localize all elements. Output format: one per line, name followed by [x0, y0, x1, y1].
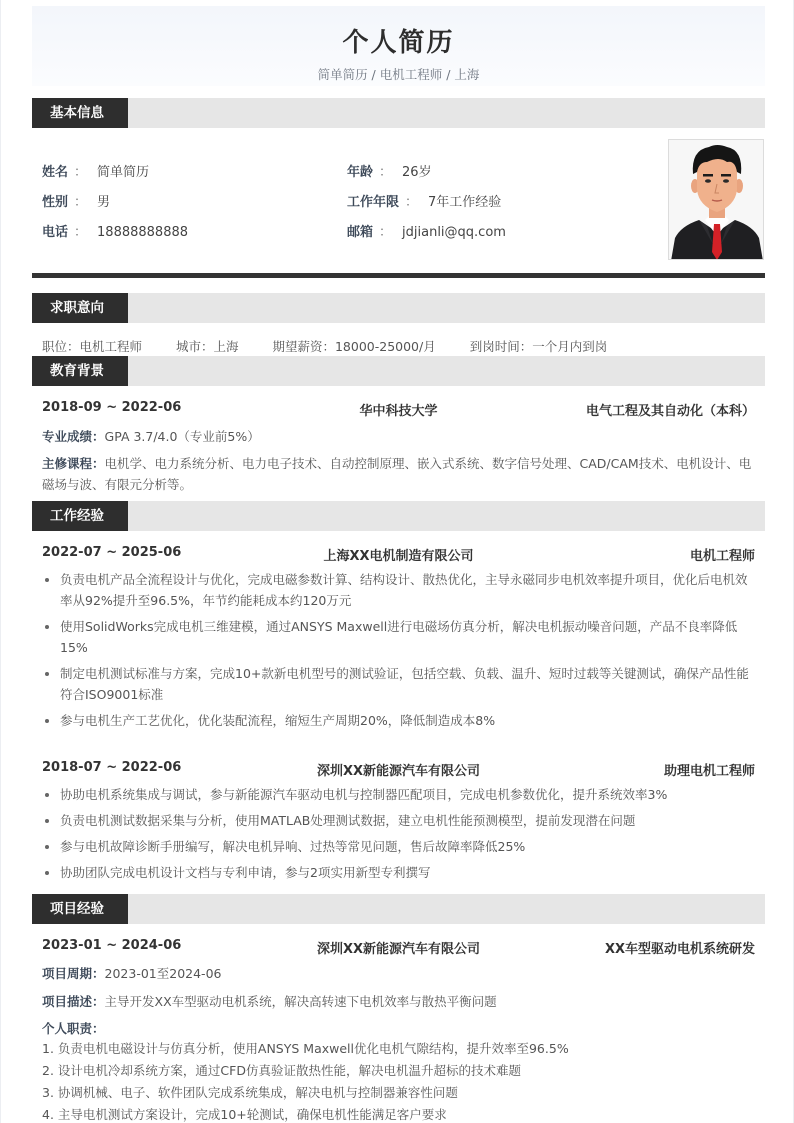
list-item: 2. 设计电机冷却系统方案，通过CFD仿真验证散热性能，解决电机温升超标的技术难题 — [42, 1063, 521, 1078]
colon: ： — [74, 225, 88, 240]
project-company: 深圳XX新能源汽车有限公司 — [316, 942, 481, 957]
info-gender — [42, 191, 110, 210]
education-period: 2018-09 ~ 2022-06 — [42, 400, 182, 415]
age-value: 26岁 — [402, 165, 432, 180]
list-item: 负责电机产品全流程设计与优化，完成电磁参数计算、结构设计、散热优化，主导永磁同步电机效率提升项目，优化后电机效率从92%提升至96.5%，年节约能耗成本约120万元 — [42, 569, 755, 611]
section-title-basic: 基本信息 — [32, 98, 128, 128]
phone-label: 电话 — [42, 225, 69, 240]
list-item: 制定电机测试标准与方案，完成10+款新电机型号的测试验证，包括空载、负载、温升、短时过载等关键测试，确保产品性能符合ISO9001标准 — [42, 663, 755, 705]
list-item: 1. 负责电机电磁设计与仿真分析，使用ANSYS Maxwell优化电机气隙结构，提升效率至96.5% — [42, 1041, 569, 1056]
section-divider — [32, 273, 765, 278]
project-period: 2023-01 ~ 2024-06 — [42, 938, 182, 953]
work-period: 2022-07 ~ 2025-06 — [42, 545, 182, 560]
courses-label: 主修课程： — [42, 456, 105, 471]
list-item: 使用SolidWorks完成电机三维建模，通过ANSYS Maxwell进行电磁场仿真分析，解决电机振动噪音问题，产品不良率降低15% — [42, 616, 755, 658]
section-header-intent — [32, 293, 765, 323]
desc-value: 主导开发XX车型驱动电机系统，解决高转速下电机效率与散热平衡问题 — [104, 994, 497, 1009]
avatar-portrait-icon — [669, 140, 764, 260]
work-entry-header — [42, 545, 755, 563]
project-duties-list — [42, 1038, 755, 1123]
name-label: 姓名 — [42, 165, 69, 180]
work-title: 电机工程师 — [689, 549, 755, 564]
email-label: 邮箱 — [347, 225, 374, 240]
colon: ： — [379, 225, 393, 240]
name-value: 简单简历 — [97, 165, 150, 180]
email-value: jdjianli@qq.com — [402, 225, 506, 240]
resume-header — [32, 6, 765, 86]
duties-label: 个人职责： — [42, 1021, 105, 1036]
section-header-education — [32, 356, 765, 386]
list-item: 参与电机生产工艺优化，优化装配流程，缩短生产周期20%，降低制造成本8% — [42, 710, 755, 731]
intent-availability: 到岗时间：一个月内到岗 — [469, 339, 608, 354]
intent-position: 职位：电机工程师 — [42, 339, 143, 354]
education-school: 华中科技大学 — [359, 404, 438, 419]
page-subtitle: 简单简历 / 电机工程师 / 上海 — [317, 67, 480, 82]
education-gpa — [42, 427, 260, 445]
years-label: 工作年限 — [347, 195, 400, 210]
info-name — [42, 161, 149, 180]
work-period: 2018-07 ~ 2022-06 — [42, 760, 182, 775]
info-years — [347, 191, 501, 210]
colon: ： — [379, 165, 393, 180]
project-entry-header — [42, 938, 755, 956]
section-header-work — [32, 501, 765, 531]
gender-label: 性别 — [42, 195, 69, 210]
list-item: 参与电机故障诊断手册编写，解决电机异响、过热等常见问题，售后故障率降低25% — [42, 836, 755, 857]
info-phone — [42, 221, 188, 240]
section-title-project: 项目经验 — [32, 894, 128, 924]
list-item: 4. 主导电机测试方案设计，完成10+轮测试，确保电机性能满足客户要求 — [42, 1107, 447, 1122]
colon: ： — [74, 165, 88, 180]
education-entry-header — [42, 400, 755, 418]
courses-value: 电机学、电力系统分析、电力电子技术、自动控制原理、嵌入式系统、数字信号处理、CAD/CAM技术、电机设计、电磁场与波、有限元分析等。 — [42, 456, 752, 492]
work-entry-header — [42, 760, 755, 778]
education-courses — [42, 453, 755, 495]
section-title-intent: 求职意向 — [32, 293, 128, 323]
colon: ： — [74, 195, 88, 210]
age-label: 年龄 — [347, 165, 374, 180]
work-company: 上海XX电机制造有限公司 — [323, 549, 474, 564]
info-age — [347, 161, 432, 180]
gpa-value: GPA 3.7/4.0（专业前5%） — [104, 429, 260, 444]
section-header-project — [32, 894, 765, 924]
intent-city: 城市：上海 — [175, 339, 239, 354]
project-duties-label — [42, 1019, 105, 1037]
section-header-basic — [32, 98, 765, 128]
section-title-education: 教育背景 — [32, 356, 128, 386]
work-title: 助理电机工程师 — [663, 764, 755, 779]
work-company: 深圳XX新能源汽车有限公司 — [316, 764, 481, 779]
gpa-label: 专业成绩： — [42, 429, 105, 444]
years-value: 7年工作经验 — [428, 195, 502, 210]
cycle-label: 项目周期： — [42, 966, 105, 981]
education-major: 电气工程及其自动化（本科） — [585, 404, 755, 419]
list-item: 协助团队完成电机设计文档与专利申请，参与2项实用新型专利撰写 — [42, 862, 755, 883]
job-intent-row — [42, 337, 607, 355]
list-item: 协助电机系统集成与调试，参与新能源汽车驱动电机与控制器匹配项目，完成电机参数优化，提升系统效率3% — [42, 784, 755, 805]
intent-salary: 期望薪资：18000-25000/月 — [272, 339, 436, 354]
colon: ： — [405, 195, 419, 210]
desc-label: 项目描述： — [42, 994, 105, 1009]
avatar — [668, 139, 764, 260]
project-name: XX车型驱动电机系统研发 — [604, 942, 755, 957]
cycle-value: 2023-01至2024-06 — [104, 966, 222, 981]
work-bullet-list — [42, 784, 755, 888]
list-item: 3. 协调机械、电子、软件团队完成系统集成，解决电机与控制器兼容性问题 — [42, 1085, 458, 1100]
project-description — [42, 992, 497, 1010]
phone-value: 18888888888 — [97, 225, 189, 240]
list-item: 负责电机测试数据采集与分析，使用MATLAB处理测试数据，建立电机性能预测模型，提前发现潜在问题 — [42, 810, 755, 831]
project-cycle — [42, 964, 221, 982]
work-bullet-list — [42, 569, 755, 736]
gender-value: 男 — [97, 195, 111, 210]
section-title-work: 工作经验 — [32, 501, 128, 531]
page-title: 个人简历 — [342, 28, 455, 58]
info-email — [347, 221, 506, 240]
